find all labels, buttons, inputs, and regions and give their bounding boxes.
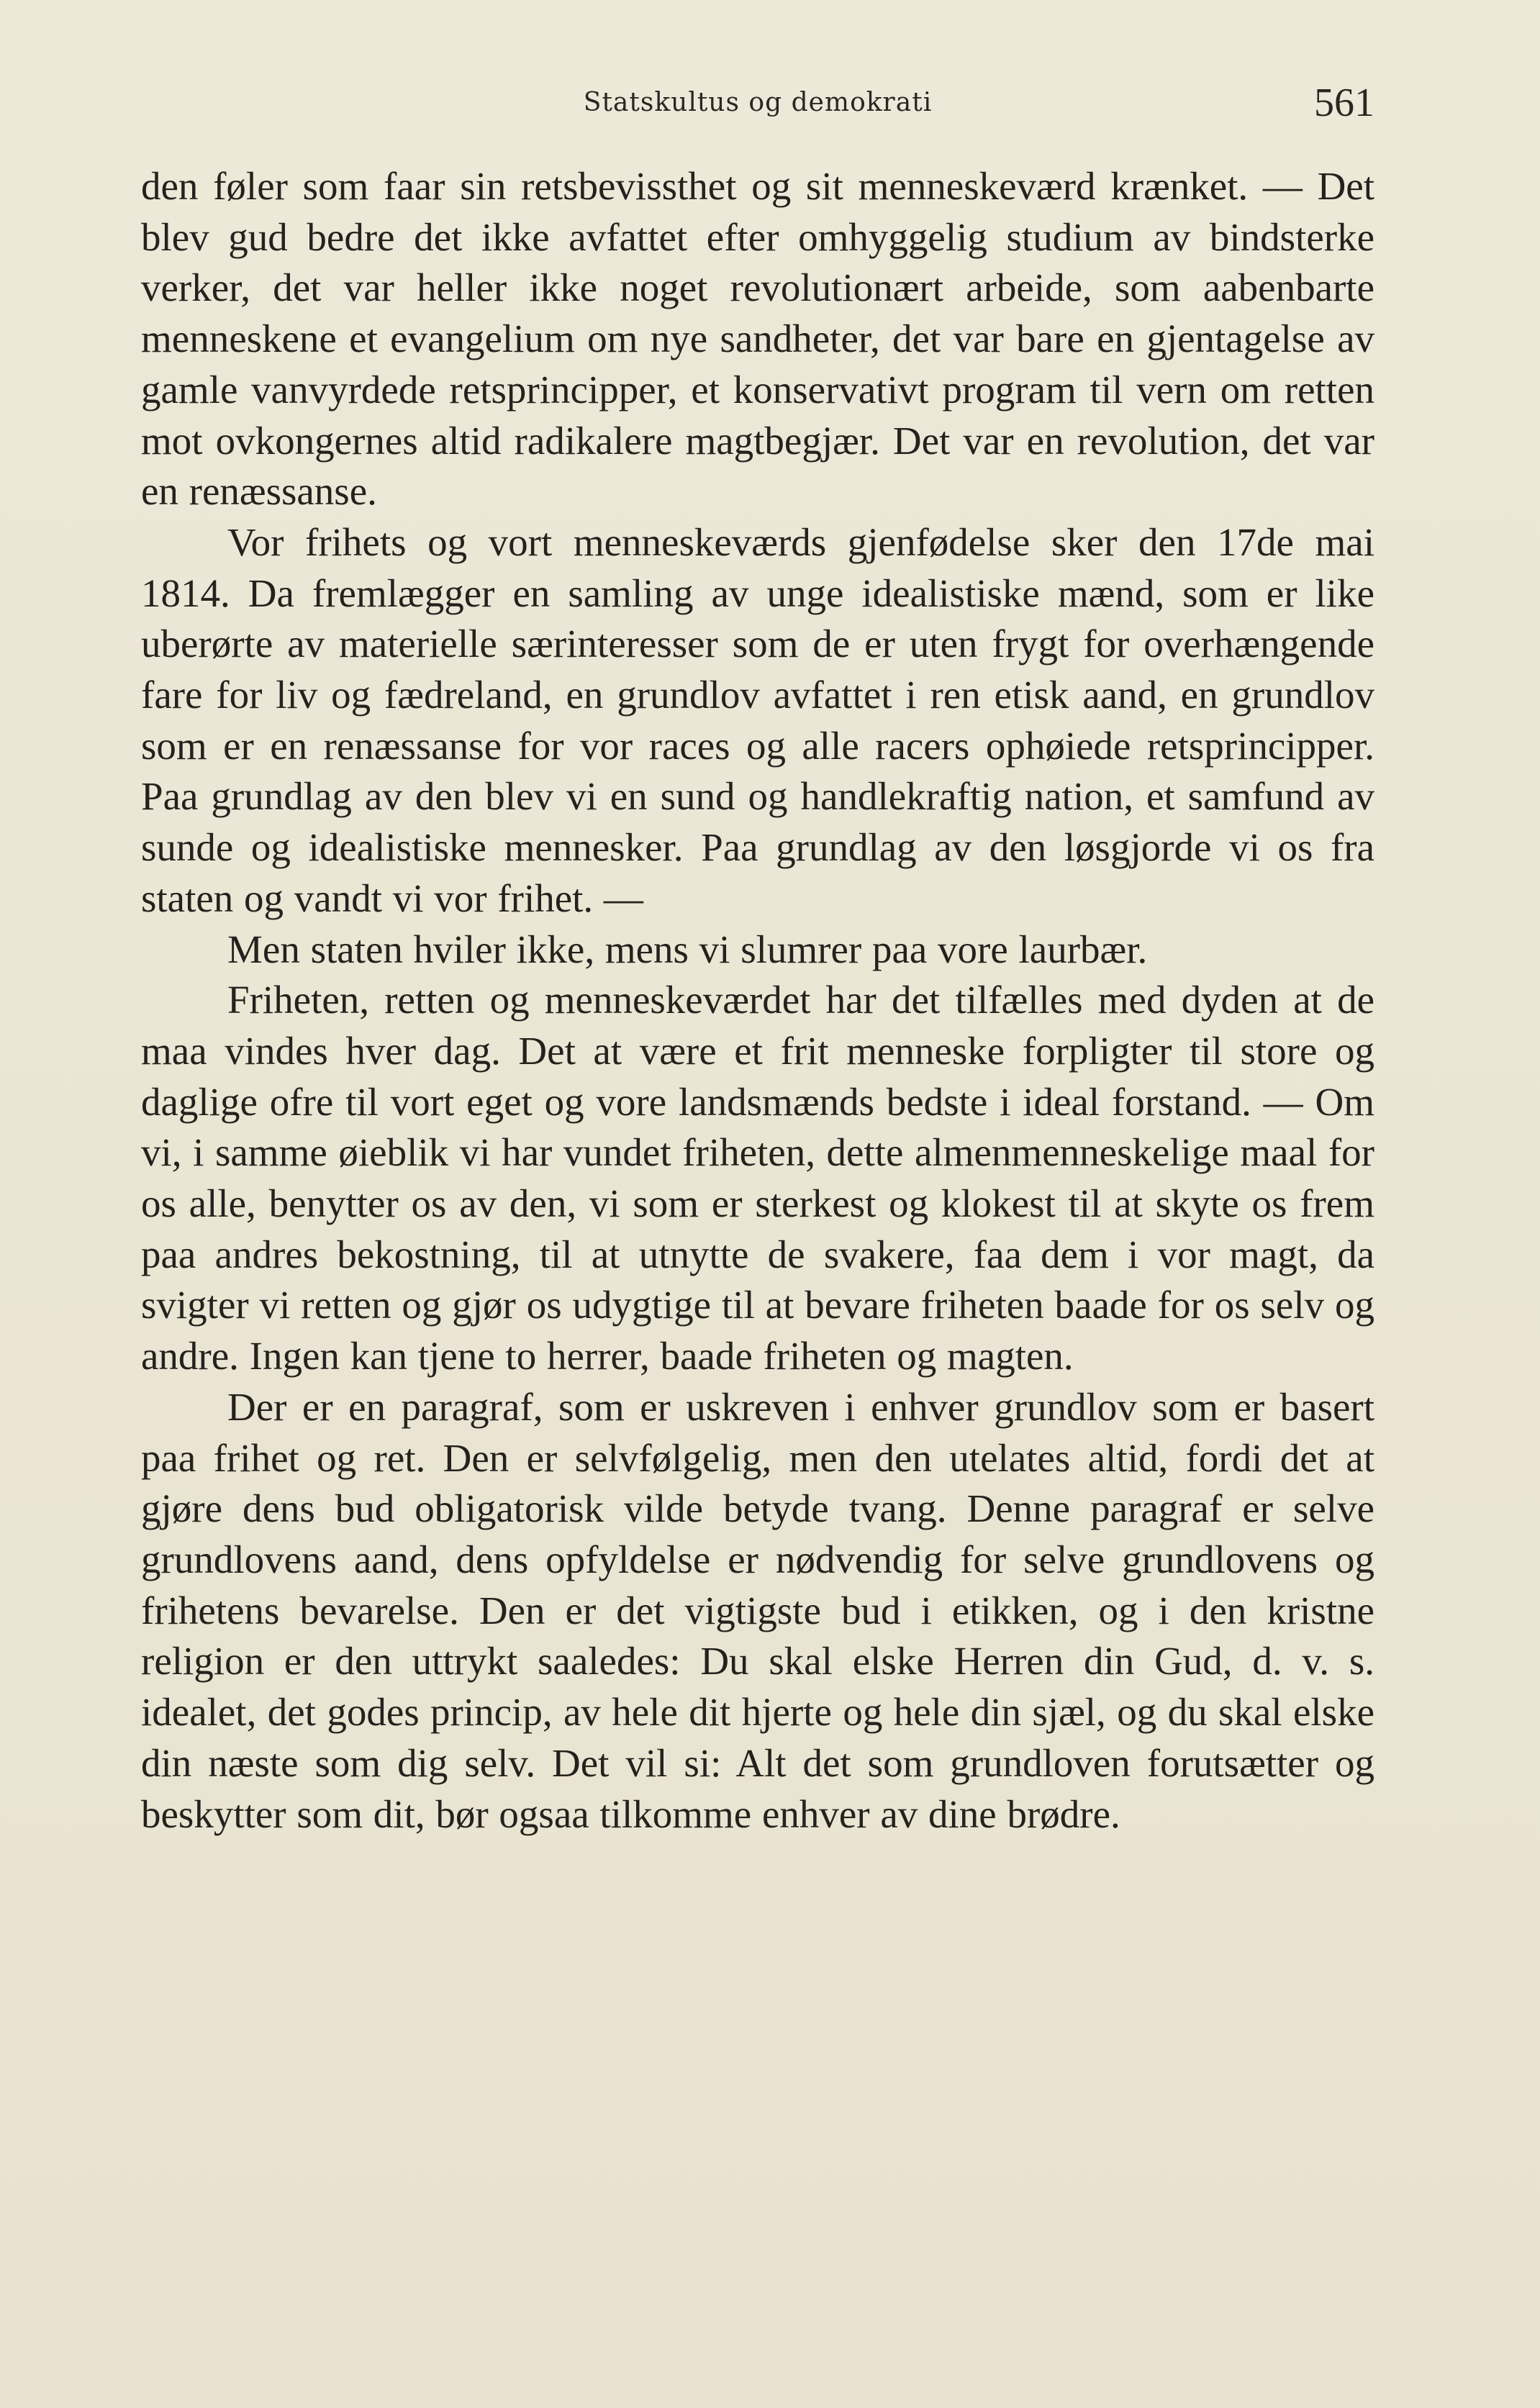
- paragraph-continued: den føler som faar sin retsbevissthet og sit menneskeværd krænket. — Det blev gud bedre det ikke avfattet efter omhyggelig studium av bindsterke verker, det var heller ikke noget revolutionært arbeide, som aabenbarte menneskene et evangelium om nye sandheter, det var bare en gjentagelse av gamle vanvyrdede retsprincipper, et konservativt program til vern om retten mot ovkongernes altid radikalere magtbegjær. Det var en revolution, det var en renæssanse.: [141, 164, 1374, 514]
- page-header: [141, 78, 1374, 128]
- running-title: Statskultus og demokrati: [583, 88, 933, 117]
- paragraph: Friheten, retten og menneskeværdet har det tilfælles med dyden at de maa vindes hver dag. Det at være et frit menneske forpligter til store og daglige ofre til vort eget og vore landsmænds bedste i ideal forstand. — Om vi, i samme øieblik vi har vundet friheten, dette almenmenneskelige maal for os alle, benytter os av den, vi som er sterkest og klokest til at skyte os frem paa andres bekostning, til at utnytte de svakere, faa dem i vor magt, da svigter vi retten og gjør os udygtige til at bevare friheten baade for os selv og andre. Ingen kan tjene to herrer, baade friheten og magten.: [141, 978, 1374, 1378]
- page-number: 561: [1314, 81, 1374, 125]
- paragraph: Men staten hviler ikke, mens vi slumrer paa vore laurbær.: [227, 927, 1148, 971]
- body-text: [141, 161, 1374, 1840]
- paragraph: Vor frihets og vort menneskeværds gjenfødelse sker den 17de mai 1814. Da fremlægger en samling av unge idealistiske mænd, som er like uberørte av materielle særinteresser som de er uten frygt for overhængende fare for liv og fædreland, en grundlov avfattet i ren etisk aand, en grundlov som er en renæssanse for vor races og alle racers ophøiede retsprincipper. Paa grundlag av den blev vi en sund og handlekraftig nation, et samfund av sunde og idealistiske mennesker. Paa grundlag av den løsgjorde vi os fra staten og vandt vi vor frihet. —: [141, 519, 1374, 920]
- paragraph: Der er en paragraf, som er uskreven i enhver grundlov som er basert paa frihet og ret. Den er selvfølgelig, men den utelates altid, fordi det at gjøre dens bud obligatorisk vilde betyde tvang. Denne paragraf er selve grundlovens aand, dens opfyldelse er nødvendig for selve grundlovens og frihetens bevarelse. Den er det vigtigste bud i etikken, og i den kristne religion er den uttrykt saaledes: Du skal elske Herren din Gud, d. v. s. idealet, det godes princip, av hele dit hjerte og hele din sjæl, og du skal elske din næste som dig selv. Det vil si: Alt det som grundloven forutsætter og beskytter som dit, bør ogsaa tilkomme enhver av dine brødre.: [141, 1384, 1374, 1836]
